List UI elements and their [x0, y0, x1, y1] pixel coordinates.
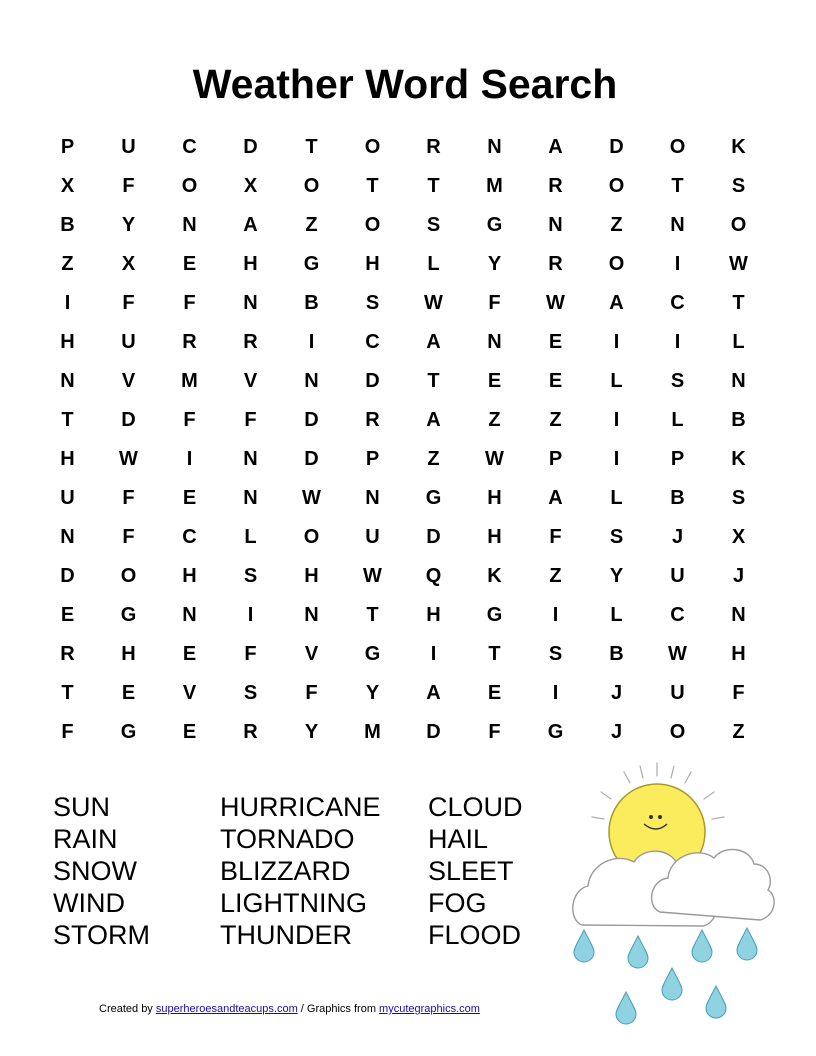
grid-letter: Z	[488, 409, 501, 431]
word-list-column-3	[428, 791, 523, 951]
grid-letter: F	[549, 526, 562, 548]
grid-letter: F	[305, 682, 318, 704]
grid-letter: Y	[609, 565, 624, 587]
word-list-item: BLIZZARD	[220, 856, 351, 886]
grid-letter: I	[613, 331, 620, 353]
grid-row	[37, 635, 769, 674]
grid-letter: O	[730, 214, 747, 236]
grid-letter: R	[243, 331, 258, 353]
grid-letter: L	[610, 370, 623, 392]
grid-letter: N	[670, 214, 685, 236]
grid-letter: H	[426, 604, 441, 626]
grid-letter: D	[60, 565, 75, 587]
raindrops	[574, 928, 757, 1024]
grid-letter: N	[365, 487, 380, 509]
grid-letter: I	[430, 643, 437, 665]
grid-letter: T	[61, 409, 74, 431]
grid-letter: U	[121, 331, 136, 353]
word-list-item: SLEET	[428, 856, 514, 886]
grid-letter: G	[547, 721, 564, 743]
grid-letter: H	[365, 253, 380, 275]
letter-grid	[37, 128, 769, 752]
grid-letter: A	[609, 292, 624, 314]
grid-letter: S	[731, 175, 746, 197]
grid-letter: F	[61, 721, 74, 743]
grid-letter: F	[183, 292, 196, 314]
grid-letter: S	[243, 682, 258, 704]
grid-letter: F	[122, 175, 135, 197]
grid-letter: R	[548, 175, 563, 197]
grid-letter: L	[732, 331, 745, 353]
grid-letter: E	[548, 370, 563, 392]
grid-letter: T	[732, 292, 745, 314]
grid-letter: F	[488, 292, 501, 314]
grid-letter: W	[424, 292, 443, 314]
grid-letter: M	[181, 370, 198, 392]
grid-letter: L	[244, 526, 257, 548]
credits-line	[99, 1003, 480, 1015]
grid-letter: T	[366, 604, 379, 626]
grid-letter: N	[243, 487, 258, 509]
raindrop	[574, 930, 594, 962]
grid-letter: E	[60, 604, 75, 626]
grid-letter: U	[60, 487, 75, 509]
grid-letter: A	[243, 214, 258, 236]
word-list-item: CLOUD	[428, 792, 523, 822]
grid-letter: A	[548, 487, 563, 509]
grid-letter: W	[668, 643, 687, 665]
grid-letter: G	[364, 643, 381, 665]
grid-letter: P	[365, 448, 380, 470]
grid-letter: N	[731, 604, 746, 626]
grid-letter: Y	[487, 253, 502, 275]
grid-letter: F	[244, 409, 257, 431]
grid-letter: O	[608, 175, 625, 197]
grid-letter: U	[670, 565, 685, 587]
page-title: Weather Word Search	[192, 61, 618, 107]
grid-letter: E	[487, 370, 502, 392]
grid-letter: F	[183, 409, 196, 431]
grid-letter: L	[671, 409, 684, 431]
grid-letter: N	[60, 370, 75, 392]
grid-letter: P	[60, 136, 75, 158]
grid-row	[37, 440, 769, 479]
grid-letter: N	[487, 331, 502, 353]
grid-letter: D	[609, 136, 624, 158]
sun-cloud-rain-illustration	[560, 760, 780, 1030]
grid-letter: U	[365, 526, 380, 548]
grid-letter: Z	[61, 253, 74, 275]
grid-letter: E	[182, 643, 197, 665]
grid-letter: N	[731, 370, 746, 392]
grid-row	[37, 167, 769, 206]
word-list-item: HURRICANE	[220, 792, 381, 822]
grid-row	[37, 713, 769, 752]
grid-row	[37, 401, 769, 440]
grid-letter: S	[243, 565, 258, 587]
grid-letter: K	[731, 136, 746, 158]
grid-letter: R	[182, 331, 197, 353]
grid-letter: X	[121, 253, 136, 275]
raindrop	[628, 936, 648, 968]
grid-letter: D	[365, 370, 380, 392]
grid-letter: A	[426, 409, 441, 431]
grid-letter: S	[426, 214, 441, 236]
grid-letter: I	[247, 604, 254, 626]
grid-letter: R	[426, 136, 441, 158]
grid-letter: E	[182, 721, 197, 743]
word-list-item: FLOOD	[428, 920, 522, 950]
grid-row	[37, 596, 769, 635]
credits-link-superheroes[interactable]: superheroesandteacups.com	[155, 1003, 298, 1015]
word-list-item: RAIN	[53, 824, 118, 854]
credits-prefix: Created by	[99, 1003, 156, 1015]
grid-letter: E	[121, 682, 136, 704]
grid-letter: R	[365, 409, 380, 431]
grid-letter: F	[122, 487, 135, 509]
grid-row	[37, 557, 769, 596]
grid-letter: O	[303, 175, 320, 197]
grid-letter: G	[425, 487, 442, 509]
grid-letter: N	[182, 214, 197, 236]
grid-letter: I	[613, 409, 620, 431]
grid-letter: T	[488, 643, 501, 665]
grid-letter: M	[486, 175, 503, 197]
grid-letter: H	[243, 253, 258, 275]
grid-letter: Z	[732, 721, 745, 743]
grid-letter: C	[670, 604, 685, 626]
grid-letter: F	[122, 526, 135, 548]
grid-letter: X	[243, 175, 258, 197]
grid-letter: H	[304, 565, 319, 587]
grid-letter: H	[487, 487, 502, 509]
grid-letter: N	[243, 292, 258, 314]
grid-letter: X	[731, 526, 746, 548]
grid-letter: T	[366, 175, 379, 197]
grid-letter: Q	[425, 565, 442, 587]
grid-letter: I	[552, 604, 559, 626]
grid-letter: G	[120, 604, 137, 626]
grid-letter: I	[308, 331, 315, 353]
grid-letter: D	[426, 526, 441, 548]
grid-letter: R	[60, 643, 75, 665]
grid-letter: O	[608, 253, 625, 275]
grid-letter: I	[674, 253, 681, 275]
word-list-item: HAIL	[428, 824, 489, 854]
grid-letter: T	[427, 370, 440, 392]
grid-letter: N	[487, 136, 502, 158]
grid-letter: O	[120, 565, 137, 587]
grid-letter: T	[427, 175, 440, 197]
grid-letter: I	[186, 448, 193, 470]
grid-letter: H	[60, 331, 75, 353]
grid-letter: D	[426, 721, 441, 743]
grid-row	[37, 518, 769, 557]
grid-row	[37, 479, 769, 518]
grid-letter: G	[303, 253, 320, 275]
grid-letter: H	[731, 643, 746, 665]
grid-letter: Z	[305, 214, 318, 236]
grid-letter: S	[731, 487, 746, 509]
word-list-item: FOG	[428, 888, 487, 918]
grid-letter: N	[243, 448, 258, 470]
grid-letter: Y	[304, 721, 319, 743]
grid-letter: Y	[365, 682, 380, 704]
grid-letter: W	[485, 448, 504, 470]
grid-letter: D	[304, 409, 319, 431]
grid-letter: L	[427, 253, 440, 275]
grid-row	[37, 206, 769, 245]
grid-letter: C	[182, 136, 197, 158]
raindrop	[662, 968, 682, 1000]
raindrop	[737, 928, 757, 960]
grid-letter: V	[243, 370, 258, 392]
grid-letter: T	[305, 136, 318, 158]
word-list-column-2	[220, 791, 381, 951]
grid-letter: F	[488, 721, 501, 743]
grid-letter: G	[486, 214, 503, 236]
grid-letter: K	[731, 448, 746, 470]
grid-letter: D	[121, 409, 136, 431]
grid-letter: E	[182, 253, 197, 275]
grid-letter: T	[61, 682, 74, 704]
credits-link-mycutegraphics[interactable]: mycutegraphics.com	[379, 1003, 480, 1015]
grid-letter: E	[548, 331, 563, 353]
grid-letter: N	[182, 604, 197, 626]
grid-letter: I	[552, 682, 559, 704]
grid-letter: S	[365, 292, 380, 314]
grid-letter: X	[60, 175, 75, 197]
grid-letter: A	[426, 682, 441, 704]
grid-letter: C	[182, 526, 197, 548]
grid-letter: B	[609, 643, 624, 665]
grid-letter: Z	[610, 214, 623, 236]
raindrop	[692, 930, 712, 962]
grid-letter: F	[244, 643, 257, 665]
grid-letter: I	[613, 448, 620, 470]
grid-letter: D	[243, 136, 258, 158]
word-list-item: THUNDER	[220, 920, 352, 950]
grid-letter: J	[671, 526, 684, 548]
grid-letter: M	[364, 721, 381, 743]
grid-letter: S	[670, 370, 685, 392]
grid-letter: C	[365, 331, 380, 353]
grid-letter: B	[304, 292, 319, 314]
credits-middle: / Graphics from	[297, 1003, 380, 1015]
grid-letter: W	[302, 487, 321, 509]
grid-letter: G	[486, 604, 503, 626]
word-list-column-1	[53, 791, 150, 951]
grid-letter: B	[60, 214, 75, 236]
grid-letter: N	[60, 526, 75, 548]
grid-letter: T	[671, 175, 684, 197]
grid-letter: W	[729, 253, 748, 275]
grid-letter: E	[182, 487, 197, 509]
grid-letter: S	[609, 526, 624, 548]
grid-letter: V	[121, 370, 136, 392]
grid-letter: E	[487, 682, 502, 704]
grid-letter: I	[674, 331, 681, 353]
grid-letter: Z	[549, 565, 562, 587]
word-list-item: LIGHTNING	[220, 888, 368, 918]
grid-letter: O	[669, 721, 686, 743]
word-list-item: WIND	[53, 888, 125, 918]
grid-letter: J	[610, 721, 623, 743]
grid-letter: O	[669, 136, 686, 158]
grid-row	[37, 674, 769, 713]
grid-row	[37, 284, 769, 323]
grid-row	[37, 362, 769, 401]
grid-letter: P	[548, 448, 563, 470]
word-list-item: STORM	[53, 920, 151, 950]
grid-letter: R	[243, 721, 258, 743]
grid-letter: A	[426, 331, 441, 353]
grid-letter: J	[610, 682, 623, 704]
raindrop	[706, 986, 726, 1018]
grid-letter: S	[548, 643, 563, 665]
raindrop	[616, 992, 636, 1024]
grid-letter: D	[304, 448, 319, 470]
grid-letter: V	[304, 643, 319, 665]
grid-letter: H	[182, 565, 197, 587]
grid-letter: O	[364, 214, 381, 236]
grid-letter: N	[548, 214, 563, 236]
grid-letter: W	[546, 292, 565, 314]
grid-letter: O	[181, 175, 198, 197]
grid-letter: F	[122, 292, 135, 314]
grid-letter: Z	[549, 409, 562, 431]
grid-letter: W	[119, 448, 138, 470]
grid-letter: J	[732, 565, 745, 587]
grid-letter: Y	[121, 214, 136, 236]
word-list-item: TORNADO	[220, 824, 355, 854]
grid-row	[37, 323, 769, 362]
grid-letter: R	[548, 253, 563, 275]
grid-letter: C	[670, 292, 685, 314]
grid-letter: O	[303, 526, 320, 548]
grid-row	[37, 245, 769, 284]
grid-letter: N	[304, 370, 319, 392]
grid-letter: L	[610, 604, 623, 626]
word-list-item: SNOW	[53, 856, 137, 886]
grid-letter: K	[487, 565, 502, 587]
grid-letter: O	[364, 136, 381, 158]
grid-letter: F	[732, 682, 745, 704]
grid-letter: V	[182, 682, 197, 704]
grid-letter: W	[363, 565, 382, 587]
grid-letter: L	[610, 487, 623, 509]
grid-letter: H	[60, 448, 75, 470]
grid-letter: H	[487, 526, 502, 548]
grid-letter: I	[64, 292, 71, 314]
grid-letter: B	[731, 409, 746, 431]
grid-letter: Z	[427, 448, 440, 470]
grid-letter: U	[121, 136, 136, 158]
grid-row	[37, 128, 769, 167]
grid-letter: N	[304, 604, 319, 626]
grid-letter: A	[548, 136, 563, 158]
grid-letter: U	[670, 682, 685, 704]
grid-letter: G	[120, 721, 137, 743]
grid-letter: P	[670, 448, 685, 470]
grid-letter: H	[121, 643, 136, 665]
grid-letter: B	[670, 487, 685, 509]
word-list-item: SUN	[53, 792, 111, 822]
